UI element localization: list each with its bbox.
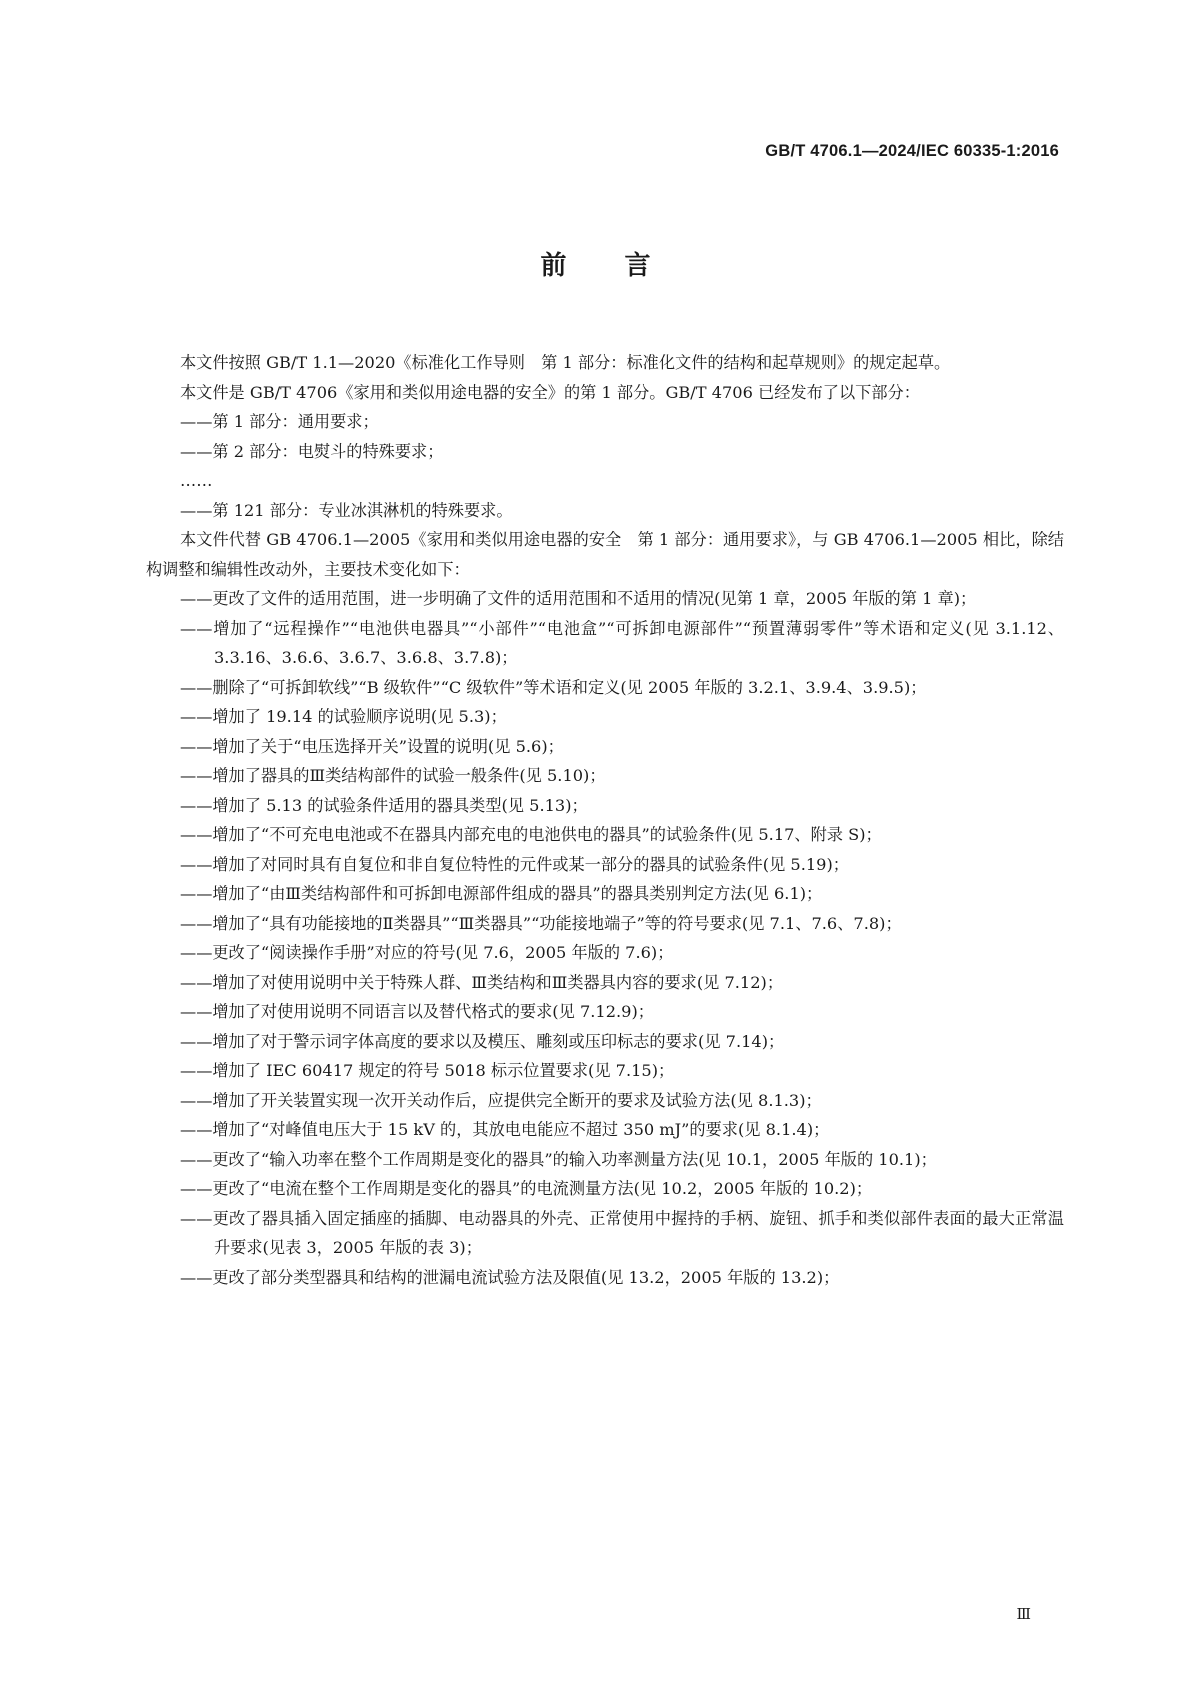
list-item: ——增加了器具的Ⅲ类结构部件的试验一般条件(见 5.10)；	[180, 766, 606, 785]
list-item: ——增加了关于“电压选择开关”设置的说明(见 5.6)；	[180, 736, 564, 756]
list-item: ——增加了 5.13 的试验条件适用的器具类型(见 5.13)；	[180, 795, 588, 815]
list-item: ——更改了部分类型器具和结构的泄漏电流试验方法及限值(见 13.2，2005 年版的 13.2)；	[180, 1267, 840, 1287]
list-item: ——增加了 IEC 60417 规定的符号 5018 标示位置要求(见 7.15)；	[180, 1061, 675, 1080]
list-item: ——更改了“输入功率在整个工作周期是变化的器具”的输入功率测量方法(见 10.1，2005 年版的 10.1)；	[180, 1149, 937, 1169]
list-item: ——增加了“具有功能接地的Ⅱ类器具”“Ⅲ类器具”“功能接地端子”等的符号要求(见 7.1、7.6、7.8)；	[180, 913, 902, 933]
list-item: ——更改了“阅读操作手册”对应的符号(见 7.6，2005 年版的 7.6)；	[180, 943, 674, 962]
page-number: Ⅲ	[1016, 1605, 1031, 1623]
list-item: ——删除了“可拆卸软线”“B 级软件”“C 级软件”等术语和定义(见 2005 年版的 3.2.1、3.9.4、3.9.5)；	[180, 677, 927, 697]
list-item: ——更改了文件的适用范围，进一步明确了文件的适用范围和不适用的情况(见第 1 章，2005 年版的第 1 章)；	[180, 589, 977, 608]
list-item: ——增加了对同时具有自复位和非自复位特性的元件或某一部分的器具的试验条件(见 5.19)；	[180, 854, 849, 874]
list-item: ——更改了“电流在整个工作周期是变化的器具”的电流测量方法(见 10.2，2005 年版的 10.2)；	[180, 1179, 873, 1198]
page-title: 前言	[540, 251, 709, 281]
paragraph: 本文件按照 GB/T 1.1—2020《标准化工作导则 第 1 部分：标准化文件的结构和起草规则》的规定起草。	[180, 353, 951, 372]
foreword-body	[146, 348, 1064, 1292]
list-item: ——增加了对于警示词字体高度的要求以及模压、雕刻或压印标志的要求(见 7.14)；	[180, 1031, 785, 1051]
list-item: ——增加了对使用说明中关于特殊人群、Ⅲ类结构和Ⅲ类器具内容的要求(见 7.12)；	[180, 972, 784, 992]
list-item: ——第 1 部分：通用要求；	[180, 412, 379, 431]
standard-code-header: GB/T 4706.1—2024/IEC 60335-1:2016	[765, 142, 1059, 160]
list-item: ——增加了开关装置实现一次开关动作后，应提供完全断开的要求及试验方法(见 8.1.3)；	[180, 1090, 822, 1110]
list-item: ——更改了器具插入固定插座的插脚、电动器具的外壳、正常使用中握持的手柄、旋钮、抓手和类似部件表面的最大正常温升要求(见表 3，2005 年版的表 3)；	[180, 1208, 1064, 1257]
list-item: ——增加了“对峰值电压大于 15 kV 的，其放电电能应不超过 350 mJ”的要求(见 8.1.4)；	[180, 1120, 830, 1139]
list-item: ——增加了“不可充电电池或不在器具内部充电的电池供电的器具”的试验条件(见 5.17、附录 S)；	[180, 825, 882, 844]
list-item: ——增加了对使用说明不同语言以及替代格式的要求(见 7.12.9)；	[180, 1002, 654, 1021]
paragraph: 本文件是 GB/T 4706《家用和类似用途电器的安全》的第 1 部分。GB/T 4706 已经发布了以下部分：	[180, 382, 920, 402]
list-item: ——增加了 19.14 的试验顺序说明(见 5.3)；	[180, 707, 507, 726]
list-item: ——增加了“远程操作”“电池供电器具”“小部件”“电池盒”“可拆卸电源部件”“预置薄弱零件”等术语和定义(见 3.1.12、3.3.16、3.6.6、3.6.7、3.6.8、3.7.8)；	[180, 618, 1064, 667]
paragraph: 本文件代替 GB 4706.1—2005《家用和类似用途电器的安全 第 1 部分：通用要求》，与 GB 4706.1—2005 相比，除结构调整和编辑性改动外，主要技术变化如下：	[146, 530, 1064, 579]
list-item: ——第 121 部分：专业冰淇淋机的特殊要求。	[180, 500, 513, 520]
ellipsis-line: ……	[180, 471, 213, 490]
list-item: ——增加了“由Ⅲ类结构部件和可拆卸电源部件组成的器具”的器具类别判定方法(见 6.1)；	[180, 884, 823, 903]
list-item: ——第 2 部分：电熨斗的特殊要求；	[180, 441, 444, 461]
